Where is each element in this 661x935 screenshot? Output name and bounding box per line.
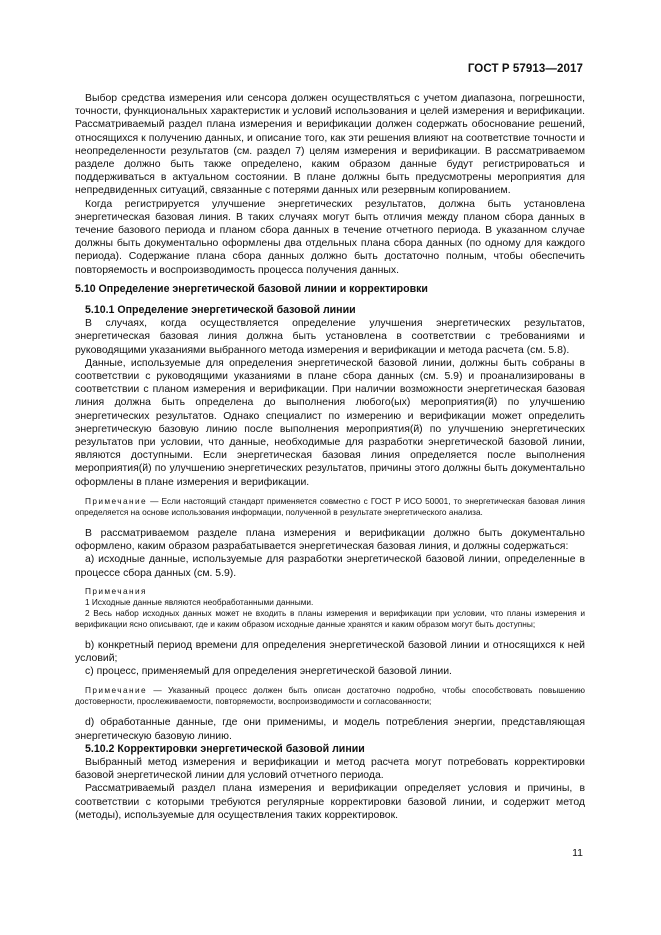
paragraph: В случаях, когда осуществляется определение улучшения энергетических результатов, энергетическая базовая линия должна быть установлена в соответствии с требованиями и руководящими указаниями выбранного метода измерения и верификации и метода расчета (см. 5.8). bbox=[75, 318, 585, 356]
section-heading-5-10: 5.10 Определение энергетической базовой линии и корректировки bbox=[75, 282, 428, 295]
note bbox=[75, 496, 585, 518]
document-id: ГОСТ Р 57913—2017 bbox=[467, 63, 583, 75]
notes-block bbox=[75, 586, 585, 630]
note bbox=[75, 685, 585, 707]
note-item-2: 2 Весь набор исходных данных может не входить в планы измерения и верификации при условии, что планы измерения и верификации ясно описывают, где и каким образом исходные данные хранятся и каким образом могут быть доступны; bbox=[75, 607, 585, 629]
paragraph: Выбранный метод измерения и верификации и метод расчета могут потребовать корректировки базовой энергетической линии для условий отчетного периода. bbox=[75, 756, 585, 782]
note-text: — Если настоящий стандарт применяется совместно с ГОСТ Р ИСО 50001, то энергетическая базовая линия определяется на основе использования информации, полученной в результате энергетического анализа. bbox=[75, 495, 585, 517]
paragraph: Когда регистрируется улучшение энергетических результатов, должна быть установлена энергетическая базовая линия. В таких случаях могут быть отличия между планом сбора данных в течение базового периода и планом сбора данных в течение отчетного периода. В указанном случае должны быть документально оформлены два отдельных плана сбора данных (по одному для каждого периода). Содержание плана сбора данных должно быть достаточно полным, чтобы обеспечить повторяемость и воспроизводимость процесса получения данных. bbox=[75, 198, 585, 276]
notes-title: Примечания bbox=[85, 585, 147, 596]
note-text: — Указанный процесс должен быть описан достаточно подробно, чтобы способствовать повышению достоверности, прослеживаемости, повторяемости, воспроизводимости и согласованности; bbox=[75, 685, 585, 707]
paragraph: Рассматриваемый раздел плана измерения и верификации определяет условия и причины, в соответствии с которыми требуются регулярные корректировки базовой линии, и содержит метод (методы), используемые для осуществления таких корректировок. bbox=[75, 783, 585, 821]
list-item-a: а) исходные данные, используемые для разработки энергетической базовой линии, определенные в процессе сбора данных (см. 5.9). bbox=[75, 554, 585, 579]
page-number: 11 bbox=[572, 847, 583, 859]
note-item-1: 1 Исходные данные являются необработанными данными. bbox=[85, 596, 314, 607]
list-item-d: d) обработанные данные, где они применимы, и модель потребления энергии, представляющая энергетическую базовую линию. bbox=[75, 717, 585, 742]
paragraph: Выбор средства измерения или сенсора должен осуществляться с учетом диапазона, погрешности, точности, функциональных характеристик и условий использования и целей измерения и верификации. Рассматриваемый раздел плана измерения и верификации должен содержать обоснование решений, относящихся к получению данных, и описание того, как эти решения влияют на соответствие точности и неопределенности результатов (см. раздел 7) целям измерения и верификации. В рассматриваемом разделе должно быть также определено, каким образом данные будут регистрироваться и поддерживаться в актуальном состоянии. В плане должны быть предусмотрены мероприятия для непредвиденных ситуаций, связанные с потерями данных или резервным копированием. bbox=[75, 93, 585, 197]
subsection-heading-5-10-2: 5.10.2 Корректировки энергетической базовой линии bbox=[85, 742, 365, 755]
paragraph: В рассматриваемом разделе плана измерения и верификации должно быть документально оформлено, каким образом разрабатывается энергетическая базовая линия, и должны содержаться: bbox=[75, 527, 585, 553]
list-item-b: b) конкретный период времени для определения энергетической базовой линии и относящихся к ней условий; bbox=[75, 639, 585, 664]
note-label: Примечание bbox=[85, 685, 148, 696]
note-label: Примечание bbox=[85, 495, 148, 506]
subsection-heading-5-10-1: 5.10.1 Определение энергетической базовой линии bbox=[85, 304, 356, 317]
page-body bbox=[75, 92, 585, 822]
list-item-c: c) процесс, применяемый для определения энергетической базовой линии. bbox=[85, 666, 452, 678]
paragraph: Данные, используемые для определения энергетической базовой линии, должны быть собраны в соответствии с руководящими указаниями в плане сбора данных (см. 5.9) и проанализированы в соответствии с планом измерения и верификации. При наличии возможности энергетическая базовая линия должна быть определена до выполнения любого(ых) мероприятия(й) по улучшению энергетических результатов. Однако специалист по измерению и верификации может определить энергетическую базовую линию после выполнения мероприятия(й) по улучшению энергетических результатов при условии, что данные, необходимые для разработки энергетической базовой линии, являются доступными. Если энергетическая базовая линия определяется после выполнения мероприятия(й) по улучшению энергетических результатов, причины этого должны быть документально оформлены в плане измерения и верификации. bbox=[75, 357, 585, 488]
